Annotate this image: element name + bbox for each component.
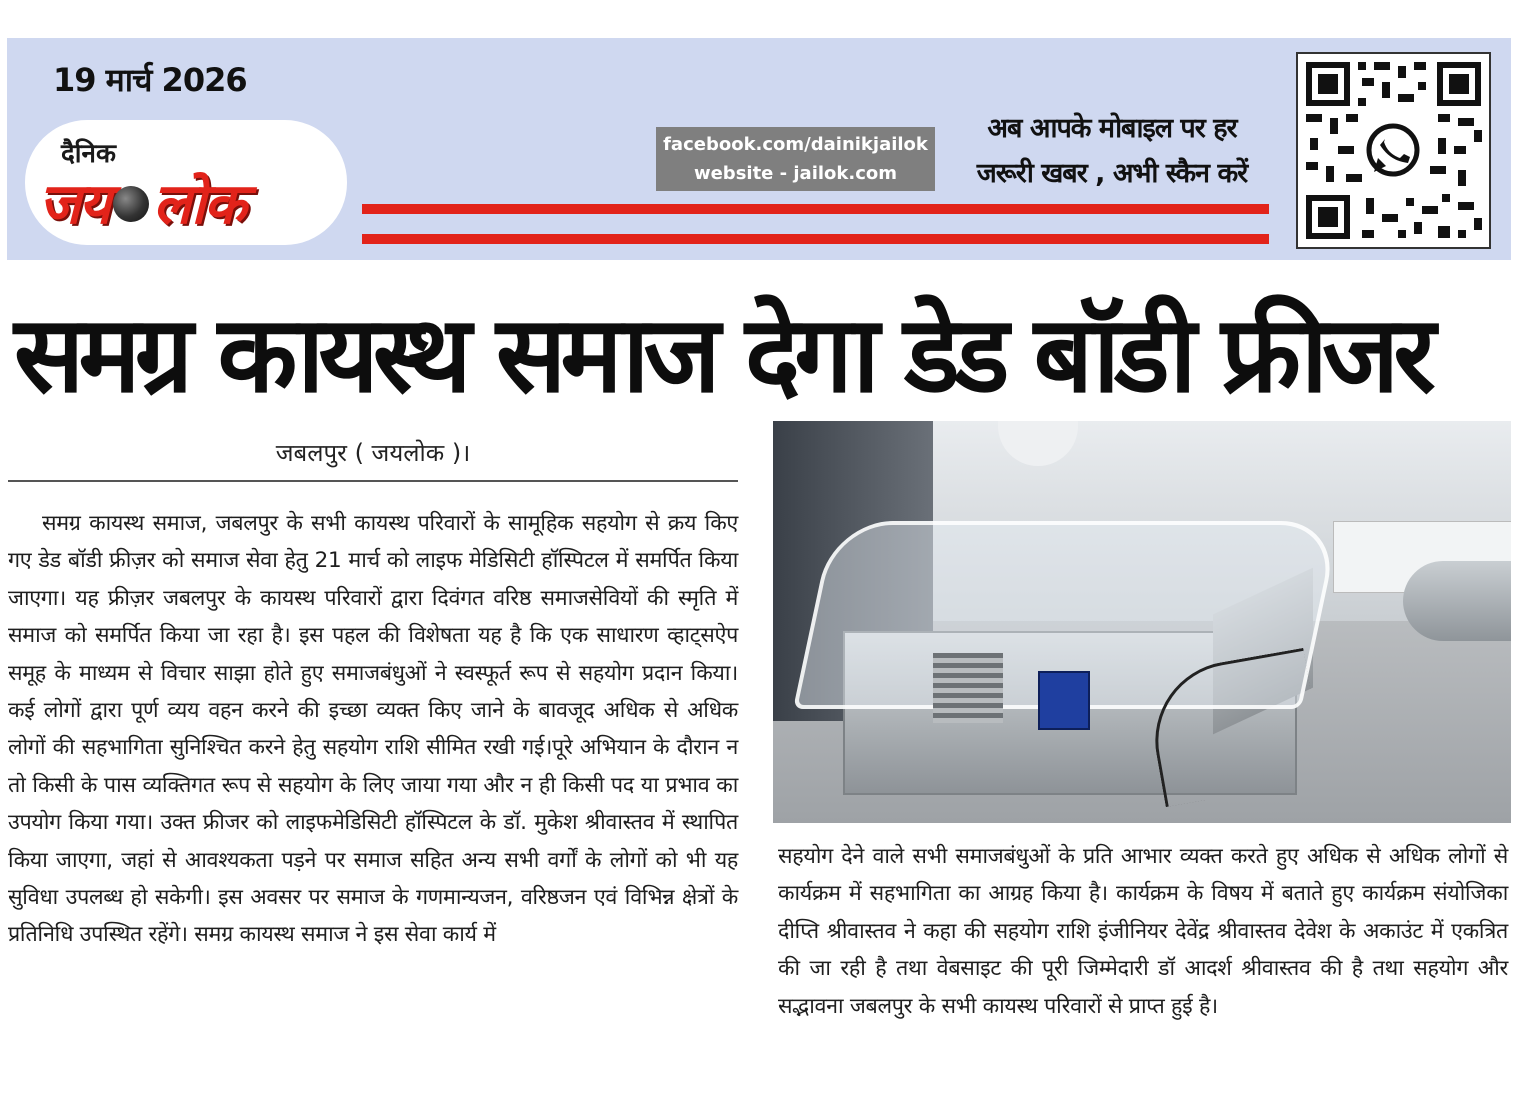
freezer-control-panel [1038, 671, 1090, 730]
masthead [7, 38, 1511, 260]
website-link[interactable]: website - jailok.com [693, 163, 898, 184]
freezer-vent [933, 653, 1003, 723]
headline: समग्र कायस्थ समाज देगा डेड बॉडी फ्रीजर [14, 293, 1430, 416]
qr-code[interactable] [1296, 52, 1491, 249]
photo-cylinder [1403, 561, 1511, 641]
dateline: जबलपुर ( जयलोक )। [275, 439, 471, 467]
logo-wordmark [39, 164, 245, 240]
article-body-left: समग्र कायस्थ समाज, जबलपुर के सभी कायस्थ परिवारों के सामूहिक सहयोग से क्रय किए गए डेड बॉडी फ्रीज़र को समाज सेवा हेतु 21 मार्च को लाइफ मेडिसिटी हॉस्पिटल में समर्पित किया जाएगा। यह फ्रीज़र जबलपुर के कायस्थ परिवारों द्वारा दिवंगत वरिष्ठ समाजसेवियों की स्मृति में समाज को समर्पित किया जा रहा है। इस पहल की विशेषता यह है कि एक साधारण व्हाट्सऐप समूह के माध्यम से विचार साझा होते हुए समाजबंधुओं ने स्वस्फूर्त रूप से सहयोग प्रदान किया। कई लोगों द्वारा पूर्ण व्यय वहन करने की इच्छा व्यक्त किए जाने के बावजूद अधिक से अधिक लोगों की सहभागिता सुनिश्चित करने हेतु सहयोग राशि सीमित रखी गई।पूरे अभियान के दौरान न तो किसी के पास व्यक्तिगत रूप से सहयोग के लिए जाया गया और न ही किसी पद या प्रभाव का उपयोग किया गया। उक्त फ्रीजर को लाइफमेडिसिटी हॉस्पिटल के डॉ. मुकेश श्रीवास्तव में स्थापित किया जाएगा, जहां से आवश्यकता पड़ने पर समाज सहित अन्य सभी वर्गों के लोगों को भी यह सुविधा उपलब्ध हो सकेगी। इस अवसर पर समाज के गणमान्यजन, वरिष्ठजन एवं विभिन्न क्षेत्रों के प्रतिनिधि उपस्थित रहेंगे। समग्र कायस्थ समाज ने इस सेवा कार्य में [8, 511, 738, 948]
logo-prefix: दैनिक [61, 139, 116, 169]
promo-line-1: अब आपके मोबाइल पर हर [987, 113, 1237, 144]
issue-date: 19 मार्च 2026 [53, 61, 247, 99]
logo-word-1: जय [39, 172, 110, 237]
article-photo [773, 421, 1511, 823]
newspaper-logo[interactable] [25, 120, 347, 245]
red-rule-top [362, 204, 1269, 214]
scan-promo [967, 106, 1257, 196]
globe-icon [113, 186, 149, 222]
dateline-rule [8, 480, 738, 482]
qr-code-graphic [1298, 54, 1489, 247]
logo-word-2: लोक [153, 172, 245, 237]
red-rule-bottom [362, 234, 1269, 244]
article-body-right: सहयोग देने वाले सभी समाजबंधुओं के प्रति आभार व्यक्त करते हुए अधिक से अधिक लोगों से कार्यक्रम में सहभागिता का आग्रह किया है। कार्यक्रम के विषय में बताते हुए कार्यक्रम संयोजिका दीप्ति श्रीवास्तव ने कहा की सहयोग राशि इंजीनियर देवेंद्र श्रीवास्तव देवेश के अकाउंट में एकत्रित की जा रही है तथा वेबसाइट की पूरी जिम्मेदारी डॉ आदर्श श्रीवास्तव की है तथा सहयोग और सद्भावना जबलपुर के सभी कायस्थ परिवारों से प्राप्त हुई है। [778, 844, 1508, 1019]
promo-line-2: जरूरी खबर , अभी स्कैन करें [976, 158, 1248, 189]
social-links-box [656, 127, 935, 191]
facebook-link[interactable]: facebook.com/dainikjailok [663, 134, 928, 155]
